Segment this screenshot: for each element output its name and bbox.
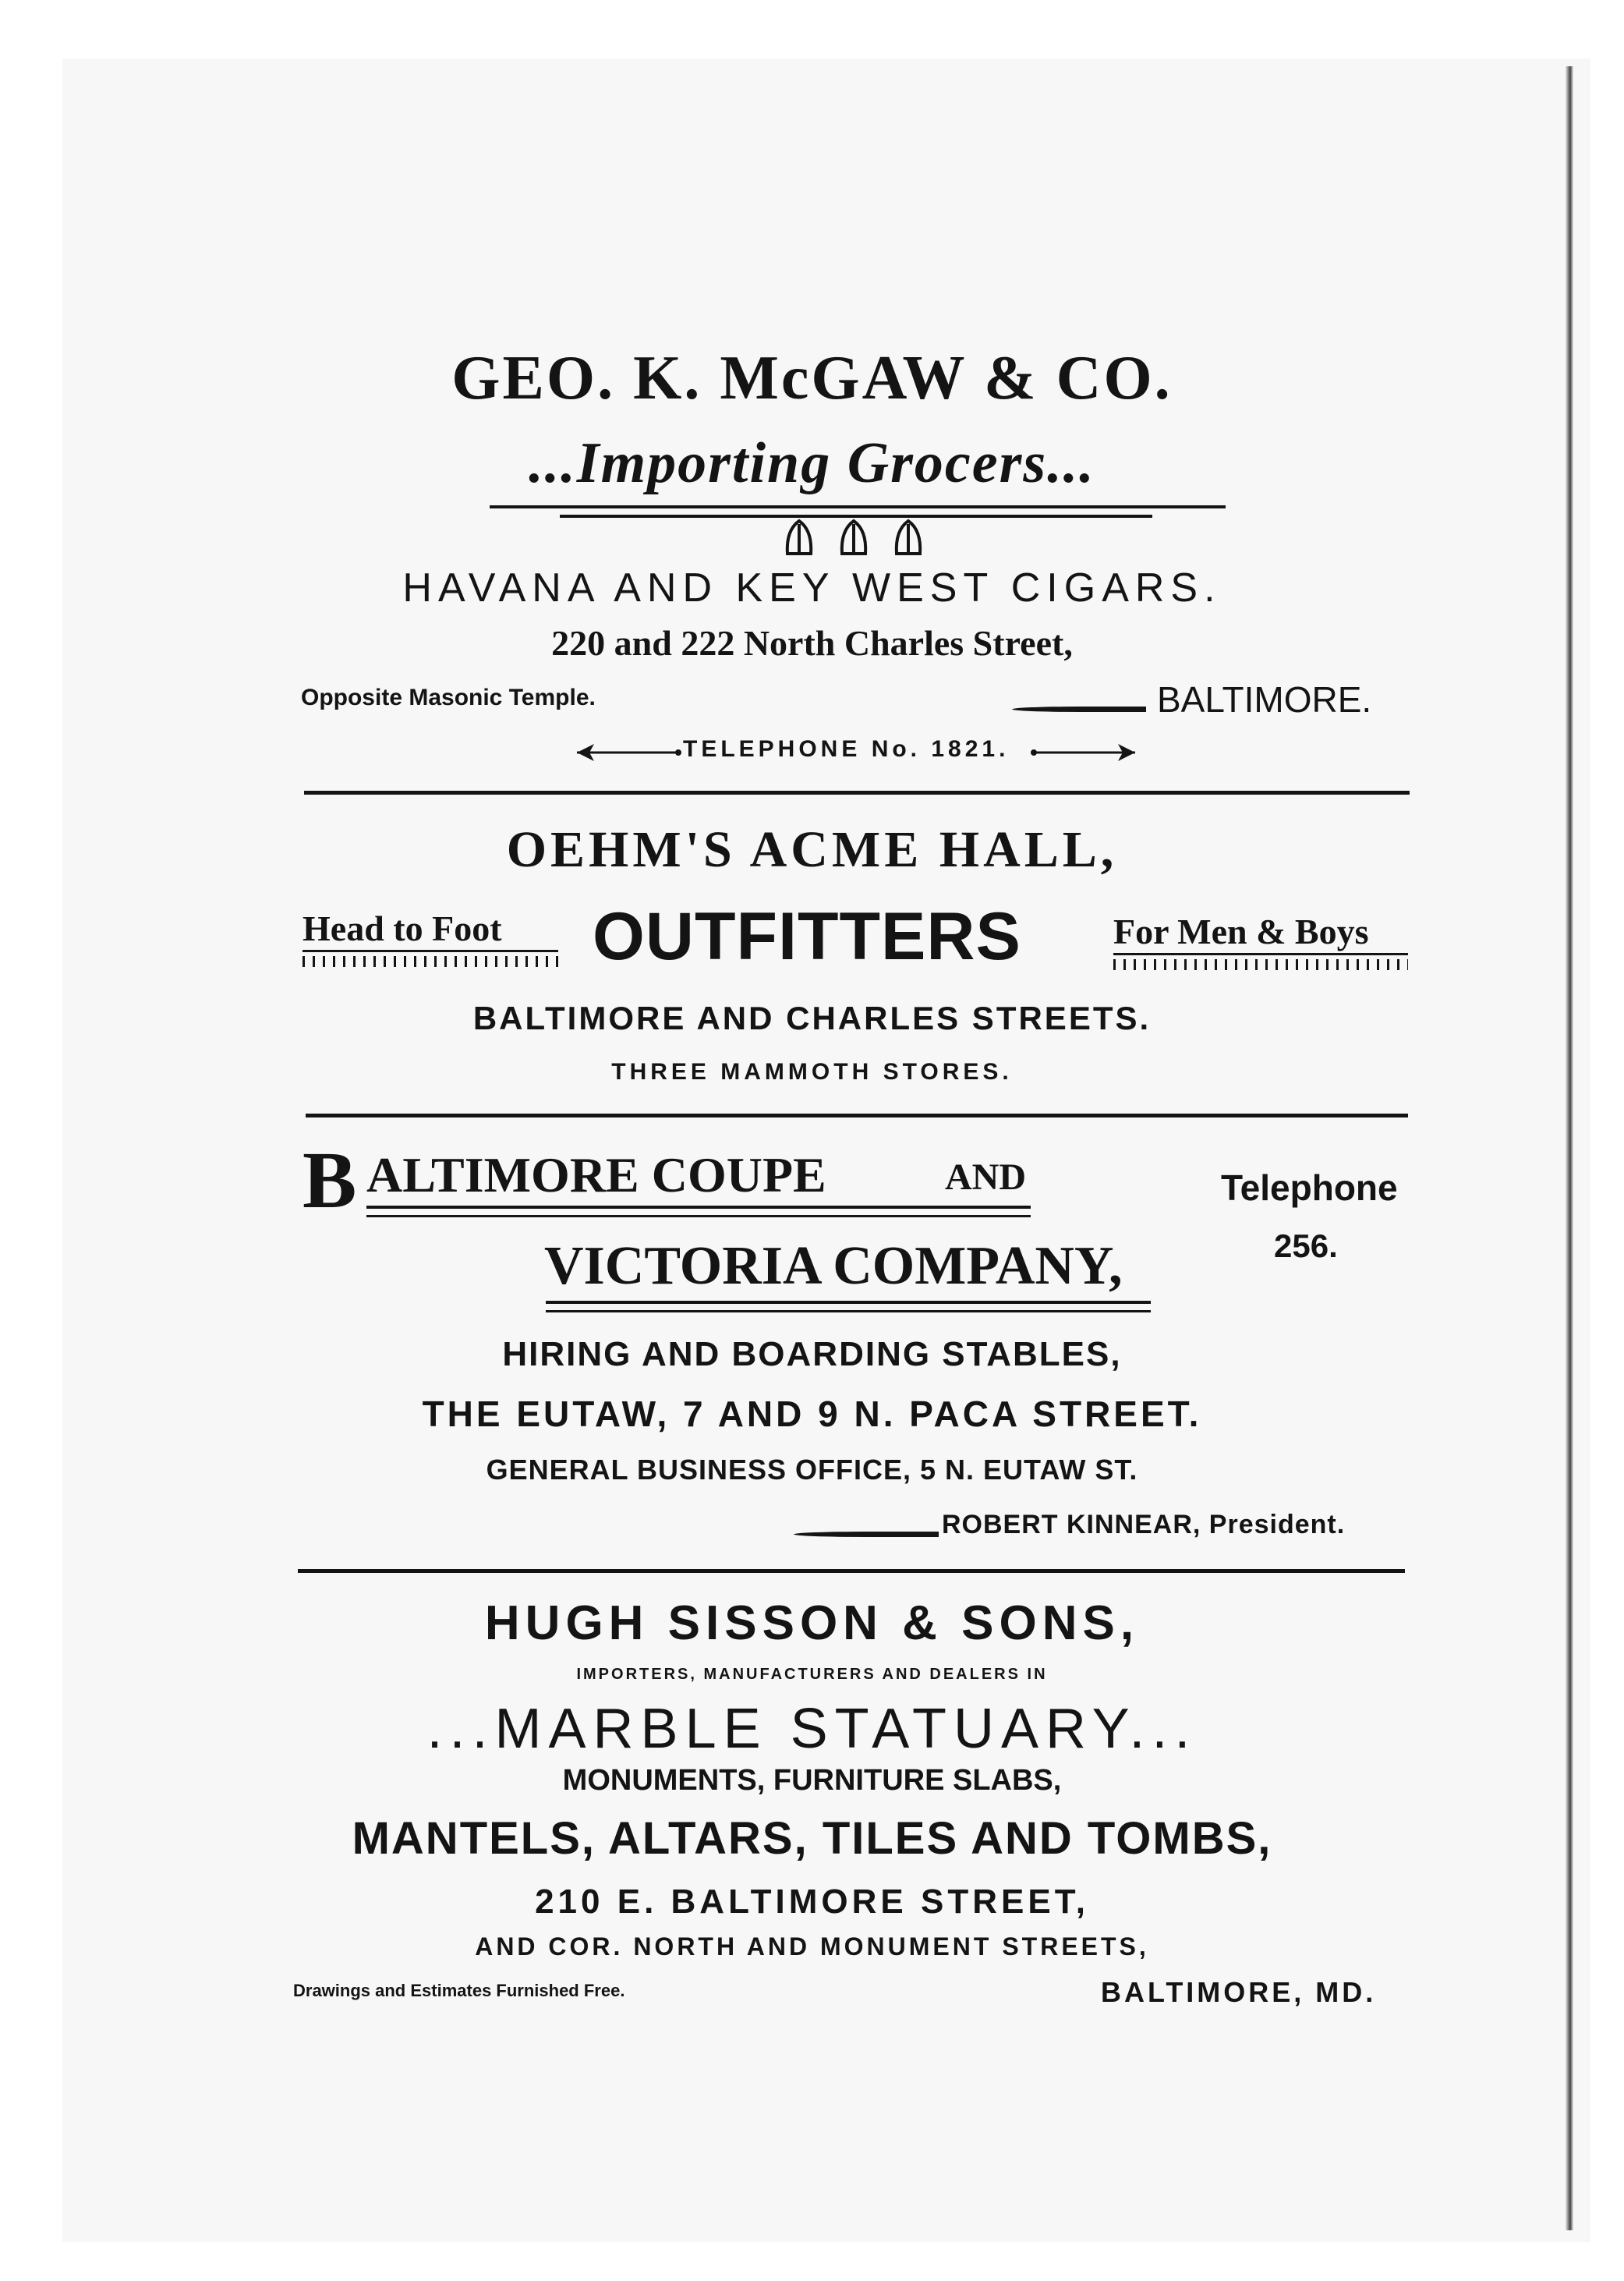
mcgaw-tagline-rule [490, 505, 1226, 508]
sisson-mantels: MANTELS, ALTARS, TILES AND TOMBS, [352, 1813, 1272, 1864]
sisson-monuments: MONUMENTS, FURNITURE SLABS, [562, 1764, 1062, 1797]
sisson-address: 210 E. BALTIMORE STREET, [535, 1883, 1089, 1921]
arrow-left-icon [574, 741, 683, 764]
mcgaw-cigars: HAVANA AND KEY WEST CIGARS. [402, 565, 1222, 611]
sisson-importers: IMPORTERS, MANUFACTURERS AND DEALERS IN [576, 1666, 1048, 1683]
mcgaw-opposite: Opposite Masonic Temple. [301, 685, 596, 710]
sisson-corner: AND COR. NORTH AND MONUMENT STREETS, [475, 1932, 1149, 1960]
coupe-line2-rule-2 [546, 1310, 1151, 1312]
oehm-right: For Men & Boys [1113, 912, 1369, 951]
sisson-marble: ...MARBLE STATUARY... [426, 1698, 1198, 1760]
mcgaw-city: BALTIMORE. [1157, 679, 1372, 720]
divider-3 [298, 1569, 1405, 1573]
coupe-line1-rule [366, 1206, 1031, 1209]
coupe-phone-label: Telephone [1221, 1167, 1398, 1208]
divider-2 [306, 1114, 1408, 1117]
mcgaw-dash [1012, 707, 1146, 712]
arrow-right-icon [1029, 741, 1138, 764]
coupe-president: ROBERT KINNEAR, President. [942, 1510, 1346, 1539]
coupe-line1-rule-2 [366, 1215, 1031, 1217]
mcgaw-address: 220 and 222 North Charles Street, [551, 623, 1073, 663]
oehm-main: OUTFITTERS [593, 899, 1021, 974]
coupe-line1: ALTIMORE COUPE [366, 1147, 826, 1202]
coupe-initial: B [303, 1135, 357, 1225]
leaf-ornament-icon [780, 516, 936, 557]
coupe-line2-rule [546, 1301, 1151, 1304]
sisson-drawings: Drawings and Estimates Furnished Free. [293, 1981, 625, 2000]
sisson-city: BALTIMORE, MD. [1101, 1976, 1377, 2008]
coupe-office: GENERAL BUSINESS OFFICE, 5 N. EUTAW ST. [486, 1454, 1138, 1486]
coupe-eutaw: THE EUTAW, 7 AND 9 N. PACA STREET. [422, 1394, 1202, 1434]
coupe-stables: HIRING AND BOARDING STABLES, [502, 1335, 1122, 1373]
coupe-and: AND [945, 1156, 1026, 1198]
oehm-right-ticks [1113, 959, 1408, 970]
oehm-left: Head to Foot [303, 909, 502, 948]
oehm-right-underline [1113, 953, 1408, 955]
oehm-stores: THREE MAMMOTH STORES. [611, 1059, 1013, 1085]
coupe-line2: VICTORIA COMPANY, [544, 1236, 1123, 1296]
oehm-name: OEHM'S ACME HALL, [506, 821, 1118, 878]
mcgaw-tagline: ...Importing Grocers... [529, 431, 1095, 495]
oehm-left-ticks [303, 956, 558, 967]
oehm-left-underline [303, 950, 558, 952]
coupe-dash [794, 1532, 939, 1537]
divider-1 [304, 791, 1410, 795]
coupe-phone-number: 256. [1274, 1227, 1338, 1264]
oehm-streets: BALTIMORE AND CHARLES STREETS. [472, 1000, 1152, 1036]
mcgaw-telephone: TELEPHONE No. 1821. [683, 736, 1010, 762]
sisson-name: HUGH SISSON & SONS, [484, 1596, 1140, 1650]
mcgaw-name: GEO. K. McGAW & CO. [451, 344, 1173, 413]
